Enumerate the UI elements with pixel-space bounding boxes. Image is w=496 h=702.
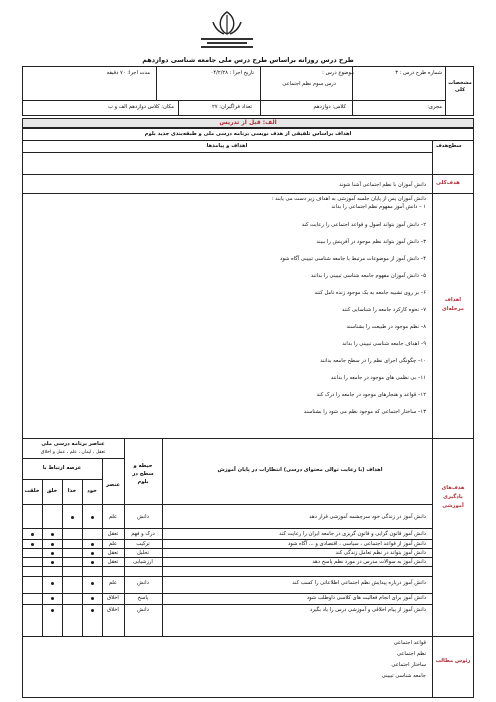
learning-row-element: علم xyxy=(108,580,118,586)
section-before-teaching: الف: قبل از تدریس xyxy=(219,119,277,126)
relation-dot xyxy=(91,516,94,519)
page-title: طرح درس روزانه براساس طرح درس ملی جامعه شناسی دوازدهم xyxy=(142,56,354,64)
learning-row-domain: تحلیل xyxy=(136,550,149,556)
relation-dot xyxy=(91,561,94,564)
topic-item: ساختار اجتماعی xyxy=(391,662,426,668)
learning-row-element: تعقل xyxy=(107,550,119,556)
goals-header: اهداف براساس تلفیقی از هدف نویسی برنامه درسی ملی و طبقه‌بندی جدید بلوم xyxy=(144,131,352,137)
learning-row-element: تعقل xyxy=(107,531,119,537)
learning-row-element: تعقل xyxy=(107,559,119,565)
relation-dot xyxy=(51,543,54,546)
relation-dot xyxy=(31,543,34,546)
staged-goal-1: ۱ – دانش آموز مفهوم نظم اجتماعی را بداند xyxy=(331,204,426,210)
staged-goal-item: ۱۳– ساختار اجتماعی که موجود نظم می شود را بشناسند xyxy=(303,409,426,415)
col-creation: خلق xyxy=(46,488,58,494)
learning-row-domain: ارزشیابی xyxy=(133,559,153,565)
topic-item: جامعه شناسی تبیینی xyxy=(381,673,426,679)
col-element: عنصر xyxy=(106,482,120,488)
learning-row-element: اخلاق xyxy=(107,595,119,601)
learning-row-domain: دانش xyxy=(137,607,149,613)
learning-row-text: دانش آموز بتواند در نظم تعامل زندگی کند xyxy=(335,550,426,556)
topic-item: قواعد اجتماعی xyxy=(393,640,426,646)
duration: مدت اجرا: ۷۰ دقیقه xyxy=(106,70,150,76)
relation-dot xyxy=(91,582,94,585)
place-field: مکان: کلاس دوازدهم الف و ب xyxy=(108,104,174,110)
emblem-icon xyxy=(205,10,249,36)
learning-row-text: دانش آموز در زندگی خود سرچشمه آموزشی قرار دهد xyxy=(309,514,426,520)
learning-goals-label: هدف‌های یادگیری آموزشی xyxy=(441,485,465,509)
staged-goal-item: ۸– نظم موجود در طبیعت را بشناسند xyxy=(346,324,426,330)
learning-row-text: دانش آموز قانون گرایی و قانون گریزی در جامعه ایران را رعایت کند xyxy=(279,531,426,537)
col-self: خود xyxy=(87,488,97,494)
relation-dot xyxy=(51,582,54,585)
staged-goal-item: ۷– نحوه کارکرد جامعه را شناسایی کنند xyxy=(342,307,426,313)
col-nature: خلقت xyxy=(24,488,40,494)
relation-dot xyxy=(51,609,54,612)
col-goals: اهداف (با رعایت توالی محتوای درسی) انتظارات در پایان آموزش xyxy=(217,467,383,473)
topic-item: نظم اجتماعی xyxy=(396,651,426,657)
learning-row-element: اخلاق xyxy=(107,607,119,613)
relation-dot xyxy=(51,533,54,536)
staged-goal-item: ۲– دانش آموز بتواند اصول و قواعد اجتماعی را رعایت کند xyxy=(301,222,426,228)
general-info-label: مشخصات کلی xyxy=(448,80,472,93)
staged-goal-item: ۴– دانش آموز از موضوعات مرتبط با جامعه شناسی تبیینی آگاه شود xyxy=(280,256,426,262)
teacher-field: مجری: xyxy=(427,104,442,110)
goals-outcomes-label: اهداف و پیامدها xyxy=(206,143,248,149)
learning-row-domain: پاسخ xyxy=(137,595,149,601)
learning-row-element: علم xyxy=(108,541,118,547)
relation-dot xyxy=(51,552,54,555)
learning-row-text: دانش آموز به سوالات مدرس در مورد نظم پاسخ دهد xyxy=(312,559,426,565)
students-count: تعداد فراگیران: ۲۷ xyxy=(212,104,252,110)
learning-row-text: دانش آموز درباره پیدایش نظم اجتماعی اطلاعاتی را کسب کند xyxy=(292,580,426,586)
relation-dot xyxy=(31,533,34,536)
learning-row-text: دانش آموز از قواعد اجتماعی ، سیاسی ، اقتصادی و ... آگاه شود xyxy=(287,541,426,547)
learning-row-element: علم xyxy=(108,514,118,520)
plan-number: شماره طرح درس : ۳ xyxy=(395,70,442,76)
relation-dot xyxy=(91,597,94,600)
staged-goal-item: ۱۲– قواعد و هنجارهای موجود در جامعه را درک کند xyxy=(316,392,426,398)
relation-dot xyxy=(91,609,94,612)
relation-dot xyxy=(71,516,74,519)
relation-dot xyxy=(51,561,54,564)
learning-row-text: دانش آموز برای انجام فعالیت های کلاسی داوطلب شود xyxy=(306,595,426,601)
execution-date: تاریخ اجرا : ۰۴/۲/۲۸ xyxy=(210,70,254,76)
relation-dot xyxy=(91,543,94,546)
general-goal-text: دانش آموزان با نظم اجتماعی آشنا شوند xyxy=(339,182,426,188)
staged-goals-label: اهداف مرحله‌ای xyxy=(442,297,464,312)
col-domain: حیطه و سطح در بلوم xyxy=(132,463,154,485)
staged-goals-intro: دانش آموزان پس از پایان جلسه آموزشی به اهداف زیر دست می یابند : xyxy=(271,196,426,202)
relation-dot xyxy=(51,597,54,600)
col-god: خدا xyxy=(67,488,77,494)
staged-goal-item: ۶– بر روی تشبیه جامعه به یک موجود زنده تامل کنند xyxy=(314,290,426,296)
learning-row-domain: ترکیب xyxy=(136,541,150,547)
class-field: کلاس: دوازدهم xyxy=(313,104,346,110)
staged-goal-item: ۹– اهداف جامعه شناسی تبیینی را بداند xyxy=(342,341,426,347)
staged-goal-item: ۱۱– بی نظمی های موجود در جامعه را بدانند xyxy=(330,375,426,381)
learning-row-text: دانش آموز از پیام اخلاقی و آموزشی درس را یاد بگیرد xyxy=(309,607,426,613)
letterhead-text xyxy=(197,36,257,48)
topics-label: رئوس مطالب xyxy=(435,658,471,664)
learning-row-domain: دانش xyxy=(137,580,149,586)
relation-header: عرصه ارتباط با xyxy=(42,465,82,471)
learning-row-domain: دانش xyxy=(137,514,149,520)
elements-header: عناصر برنامه درسی ملی xyxy=(41,441,105,447)
subject-value: درس سوم نظم اجتماعی xyxy=(282,81,336,87)
elements-subheader: تعقل ، ایمان ، علم ، عمل و اخلاق xyxy=(40,450,106,455)
goal-level-label: سطح‌هدف xyxy=(436,143,462,149)
staged-goal-item: ۳– دانش آموز بتواند نظم موجود در آفرینش را ببیند xyxy=(316,239,426,245)
learning-row-domain: درک و فهم xyxy=(131,531,155,537)
staged-goal-item: ۱۰– چگونگی اجرای نظم را در سطح جامعه بدانند xyxy=(320,358,426,364)
subject-label: موضوع درس : xyxy=(322,70,354,76)
relation-dot xyxy=(91,552,94,555)
staged-goal-item: ۵– دانش آموزان مفهوم جامعه شناسی تبیینی را بدانند xyxy=(310,273,426,279)
general-goal-label: هدف‌کلی xyxy=(436,180,460,186)
